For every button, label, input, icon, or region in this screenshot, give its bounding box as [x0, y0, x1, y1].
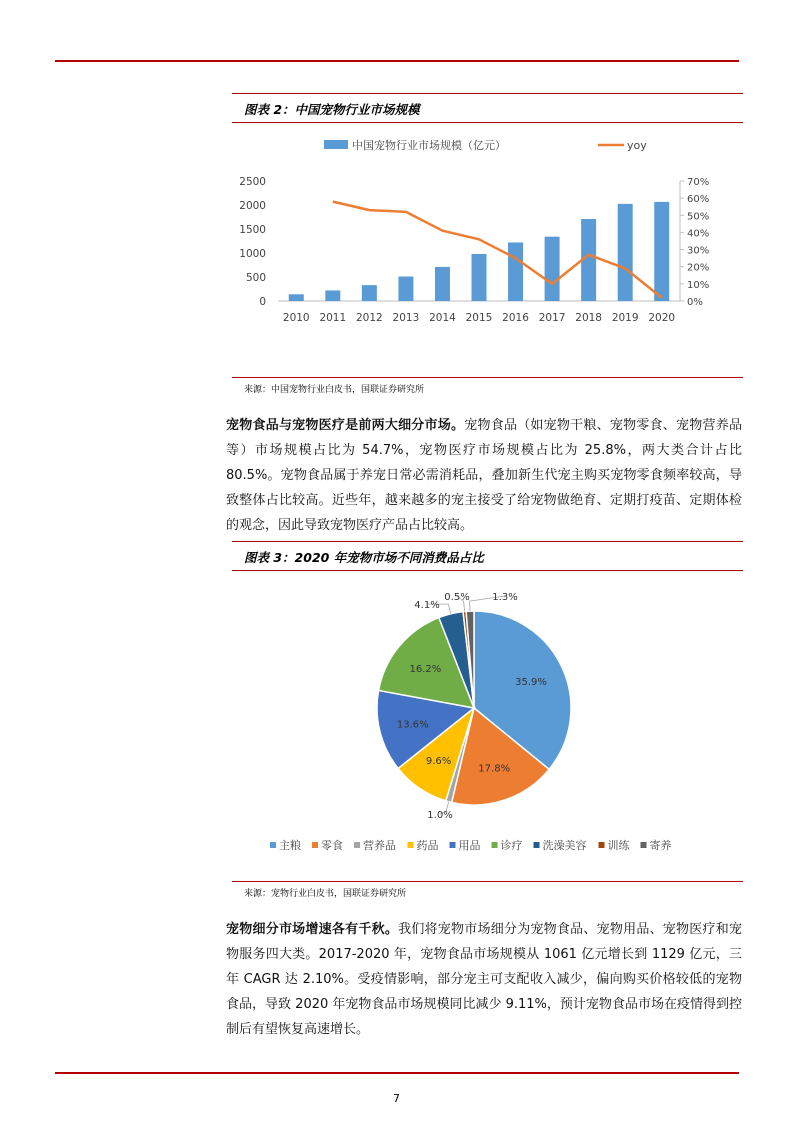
- pie-legend-label: 零食: [321, 839, 343, 852]
- figure2-source-bar: [232, 377, 743, 399]
- x-tick-label: 2013: [392, 312, 420, 324]
- figure2-axes: [239, 176, 709, 324]
- bar: [545, 237, 560, 301]
- pie-legend-label: 主粮: [279, 839, 301, 852]
- pie-data-label: 35.9%: [515, 677, 547, 688]
- bar: [618, 204, 633, 301]
- y-right-tick-label: 10%: [687, 279, 710, 291]
- figure3-title: 图表 3：2020 年宠物市场不同消费品占比: [244, 550, 484, 565]
- y-left-tick-label: 500: [245, 272, 266, 284]
- bar: [508, 242, 523, 301]
- bar: [289, 294, 304, 301]
- bar: [472, 254, 487, 301]
- y-left-tick-label: 0: [259, 296, 266, 308]
- pie-legend-label: 寄养: [649, 839, 672, 852]
- x-tick-label: 2018: [575, 312, 603, 324]
- footer-rule: [55, 1072, 739, 1074]
- x-tick-label: 2017: [538, 312, 566, 324]
- pie-legend-label: 诊疗: [500, 839, 523, 852]
- figure2-title-bar: [232, 93, 743, 123]
- y-left-tick-label: 1000: [239, 248, 266, 260]
- legend-bar-swatch: [324, 140, 348, 149]
- pie-legend-swatch: [534, 842, 540, 848]
- figure2-title: 图表 2：中国宠物行业市场规模: [244, 102, 420, 117]
- paragraph-2-body: 我们将宠物市场细分为宠物食品、宠物用品、宠物医疗和宠物服务四大类。2017-2020 年，宠物食品市场规模从 1061 亿元增长到 1129 亿元，三年 CAGR 达 2.10%。受疫情影响，部分宠主可支配收入减少，偏向购买价格较低的宠物食品，导致 2020 年宠物食品市场规模同比减少 9.11%，预计宠物食品市场在疫情得到控制后有望恢复高速增长。: [226, 922, 742, 1037]
- x-tick-label: 2010: [282, 312, 310, 324]
- figure2-yoy-line: [333, 202, 662, 298]
- legend-bar-label: 中国宠物行业市场规模（亿元）: [352, 139, 506, 152]
- y-right-tick-label: 20%: [687, 262, 710, 274]
- pie-data-label: 0.5%: [444, 592, 470, 603]
- x-tick-label: 2019: [611, 312, 639, 324]
- page-number: 7: [393, 1092, 400, 1105]
- figure3-slices: [377, 611, 571, 805]
- y-right-tick-label: 50%: [687, 211, 710, 223]
- bar: [398, 277, 413, 301]
- figure2-source: 来源：中国宠物行业白皮书，国联证券研究所: [244, 385, 425, 395]
- y-left-tick-label: 2000: [239, 200, 266, 212]
- yoy-line: [333, 202, 662, 298]
- pie-legend-swatch: [408, 842, 414, 848]
- x-tick-label: 2011: [319, 312, 347, 324]
- paragraph-1-lead: 宠物食品与宠物医疗是前两大细分市场。: [226, 418, 465, 433]
- pie-data-label: 1.3%: [492, 592, 518, 603]
- pie-legend-label: 训练: [607, 839, 630, 852]
- header-rule: [55, 60, 739, 62]
- figure2-chart: [0, 130, 793, 360]
- pie-legend-label: 药品: [416, 839, 439, 852]
- paragraph-2-lead: 宠物细分市场增速各有千秋。: [226, 922, 399, 937]
- pie-legend-swatch: [270, 842, 276, 848]
- pie-data-label: 16.2%: [409, 663, 442, 675]
- figure2-legend: [324, 138, 647, 152]
- y-left-tick-label: 1500: [239, 224, 266, 236]
- y-right-tick-label: 70%: [687, 177, 710, 188]
- pie-data-label: 9.6%: [425, 756, 452, 768]
- pie-data-label: 17.8%: [478, 763, 511, 775]
- bar: [435, 267, 450, 301]
- bar: [654, 202, 669, 301]
- figure3-source: 来源：宠物行业白皮书，国联证券研究所: [244, 889, 407, 899]
- pie-legend-swatch: [599, 842, 605, 848]
- figure3-title-bar: [232, 541, 743, 571]
- paragraph-1-body: 宠物食品（如宠物干粮、宠物零食、宠物营养品等）市场规模占比为 54.7%，宠物医疗市场规模占比为 25.8%，两大类合计占比 80.5%。宠物食品属于养宠日常必需消耗品，叠加新生代宠主购买宠物零食频率较高，导致整体占比较高。近些年，越来越多的宠主接受了给宠物做绝育、定期打疫苗、定期体检的观念，因此导致宠物医疗产品占比较高。: [226, 418, 742, 533]
- pie-legend-label: 营养品: [363, 839, 396, 852]
- legend-line-label: yoy: [627, 139, 647, 152]
- pie-legend-swatch: [641, 842, 647, 848]
- y-right-tick-label: 30%: [687, 245, 710, 257]
- figure2-bars: [289, 202, 669, 301]
- figure3-source-bar: [232, 881, 743, 903]
- pie-legend-swatch: [354, 842, 360, 848]
- x-tick-label: 2020: [648, 312, 676, 324]
- pie-data-label: 1.0%: [427, 810, 453, 821]
- y-left-tick-label: 2500: [239, 176, 266, 188]
- bar: [325, 290, 340, 301]
- pie-legend-swatch: [312, 842, 318, 848]
- y-right-tick-label: 40%: [687, 228, 710, 240]
- y-right-tick-label: 60%: [687, 194, 710, 206]
- figure3-legend: [270, 838, 672, 852]
- x-tick-label: 2015: [465, 312, 493, 324]
- y-right-tick-label: 0%: [687, 297, 703, 308]
- figure3-chart: [0, 578, 793, 878]
- paragraph-1: [226, 413, 742, 538]
- paragraph-2: [226, 917, 742, 1042]
- pie-legend-swatch: [450, 842, 456, 848]
- bar: [362, 285, 377, 301]
- pie-legend-swatch: [492, 842, 498, 848]
- x-tick-label: 2016: [502, 312, 529, 324]
- pie-legend-label: 洗澡美容: [542, 839, 587, 852]
- x-tick-label: 2012: [355, 312, 383, 324]
- pie-legend-label: 用品: [458, 839, 481, 852]
- x-tick-label: 2014: [429, 312, 456, 324]
- pie-data-label: 13.6%: [396, 719, 429, 731]
- pie-data-label: 4.1%: [414, 600, 440, 611]
